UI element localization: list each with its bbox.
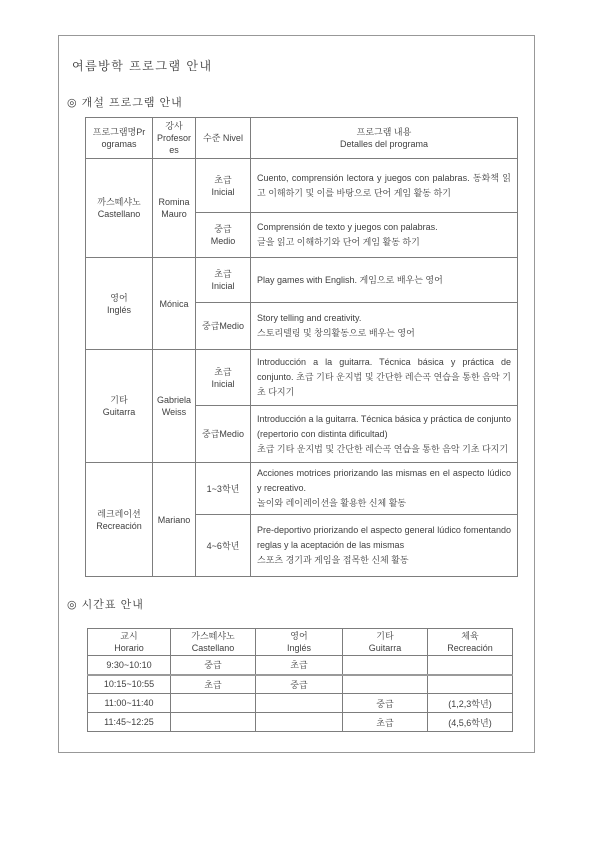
time-slot-cell: 9:30~10:10 (88, 656, 171, 675)
castellano-level-cell: 중급 (171, 656, 256, 675)
program-description-cell (251, 213, 518, 258)
timetable-section-heading: ◎ 시간표 안내 (67, 599, 144, 611)
description-line: 초급 기타 운지법 및 간단한 레슨곡 연습을 통한 음악 기초 다지기 (257, 443, 509, 454)
col-header-detail (251, 118, 518, 159)
program-name-es: Recreación (96, 520, 142, 531)
program-name-ko: 까스떼샤노 (97, 197, 141, 207)
col-header-ingles (256, 629, 343, 656)
description-line: Introducción a la guitarra. Técnica básica y práctica de conjunto (repertorio con distinta dificultad) (257, 413, 511, 439)
program-description-cell (251, 159, 518, 213)
ingles-level-cell: 중급 (256, 675, 343, 694)
level-cell (196, 303, 251, 350)
teacher-first-name: Romina (158, 197, 190, 207)
program-description-cell (251, 515, 518, 577)
level-ko: 초급 (214, 174, 232, 185)
level-es: Medio (210, 236, 236, 246)
program-name-ko: 레크레이션 (97, 508, 141, 519)
teacher-name-cell-guitarra (153, 350, 196, 463)
castellano-level-cell (171, 713, 256, 732)
description-line: Comprensión de texto y juegos con palabras. (257, 222, 438, 232)
program-name-cell-guitarra (86, 350, 153, 463)
description-line: Story telling and creativity. (257, 313, 362, 323)
col-header-line-es: Inglés (286, 643, 312, 653)
col-header-teacher-line2: Profesor (156, 133, 191, 143)
recreacion-grade-cell (428, 656, 513, 675)
description-line: 놀이와 레이레이션을 활용한 신체 활동 (257, 498, 407, 508)
teacher-first-name: Mónica (159, 298, 189, 309)
program-name-es: Castellano (97, 209, 141, 219)
col-header-line-ko: 체육 (461, 631, 479, 641)
ingles-level-cell (256, 694, 343, 713)
program-name-cell-ingles (86, 258, 153, 350)
level-es: Inicial (211, 186, 235, 197)
program-description-cell (251, 350, 518, 406)
description-line: Play games with English. 게임으로 배우는 영어 (257, 274, 443, 285)
description-line: Pre-deportivo priorizando el aspecto general lúdico fomentando reglas y la aceptación de las mismas (257, 525, 511, 550)
col-header-line-ko: 기타 (376, 631, 394, 641)
col-header-line-ko: 가스떼샤노 (191, 631, 235, 641)
col-header-recreacion (428, 629, 513, 656)
col-header-program-line2: ogramas (101, 139, 137, 149)
program-name-ko: 영어 (110, 292, 128, 303)
level-ko: 초급 (214, 366, 232, 377)
ingles-level-cell (256, 713, 343, 732)
timetable-row-3 (88, 694, 513, 713)
col-header-program (86, 118, 153, 159)
col-header-teacher-line3: es (169, 145, 179, 155)
description-line: 스토리텔링 및 창의활동으로 배우는 영어 (257, 328, 415, 338)
level-ko: 중급Medio (202, 321, 244, 331)
description-line: 글을 읽고 이해하기와 단어 게임 활동 하기 (257, 237, 420, 247)
col-header-line-ko: 교시 (120, 631, 138, 641)
level-es: Inicial (211, 378, 235, 389)
col-header-teacher-line1: 강사 (165, 121, 183, 131)
col-header-line-ko: 영어 (290, 631, 308, 641)
grade-range-cell (196, 515, 251, 577)
teacher-name-cell-recreacion (153, 463, 196, 577)
timetable (87, 628, 513, 732)
time-slot-cell: 11:45~12:25 (88, 713, 171, 732)
guitarra-level-cell: 중급 (343, 694, 428, 713)
col-header-program-line1: 프로그램명Pr (92, 127, 146, 137)
description-line: Cuento, comprensión lectora y juegos con palabras. 동화책 읽고 이해하기 및 이를 바탕으로 단어 게임 활동 하기 (257, 172, 511, 198)
description-line: 스포츠 경기과 게임을 접목한 신체 활동 (257, 555, 409, 565)
teacher-name-cell-ingles (153, 258, 196, 350)
grade-range-cell (196, 463, 251, 515)
program-description-cell (251, 406, 518, 463)
col-header-detail-line1: 프로그램 내용 (356, 127, 412, 137)
time-slot-cell: 11:00~11:40 (88, 694, 171, 713)
teacher-name-cell-castellano (153, 159, 196, 258)
level-cell (196, 406, 251, 463)
time-slot-cell: 10:15~10:55 (88, 675, 171, 694)
grade-range: 4~6학년 (206, 540, 240, 551)
description-line: Introducción a la guitarra. Técnica básica y práctica de conjunto. 초급 기타 운지법 및 간단한 레슨곡 연습을 통한 음악 기초 다지기 (257, 357, 511, 397)
col-header-line-es: Guitarra (368, 643, 402, 653)
col-header-detail-line2: Detalles del programa (339, 139, 429, 149)
teacher-last-name: Weiss (161, 407, 187, 417)
table-row-recreacion-1-3 (86, 463, 518, 515)
level-cell (196, 213, 251, 258)
table-row-guitarra-inicial (86, 350, 518, 406)
table-row-ingles-inicial (86, 258, 518, 303)
program-description-cell (251, 463, 518, 515)
col-header-level-line1: 수준 Nivel (203, 133, 243, 143)
program-name-cell-castellano (86, 159, 153, 258)
program-description-cell (251, 258, 518, 303)
col-header-castellano (171, 629, 256, 656)
program-name-cell-recreacion (86, 463, 153, 577)
table-row-castellano-inicial (86, 159, 518, 213)
grade-range: 1~3학년 (206, 483, 240, 494)
timetable-row-1 (88, 656, 513, 675)
document-title: 여름방학 프로그램 안내 (72, 59, 213, 73)
castellano-level-cell: 초급 (171, 675, 256, 694)
castellano-level-cell (171, 694, 256, 713)
recreacion-grade-cell: (4,5,6학년) (428, 713, 513, 732)
col-header-teacher (153, 118, 196, 159)
guitarra-level-cell (343, 675, 428, 694)
description-line: Acciones motrices priorizando las mismas en el aspecto lúdico y recreativo. (257, 468, 511, 493)
program-name-es: Guitarra (102, 407, 136, 417)
teacher-first-name: Mariano (157, 514, 191, 525)
col-header-line-es: Horario (114, 643, 144, 653)
level-es: Inicial (211, 281, 235, 291)
teacher-first-name: Gabriela (156, 395, 192, 405)
col-header-horario (88, 629, 171, 656)
col-header-level (196, 118, 251, 159)
ingles-level-cell: 초급 (256, 656, 343, 675)
level-cell (196, 159, 251, 213)
guitarra-level-cell: 초급 (343, 713, 428, 732)
timetable-row-2 (88, 675, 513, 694)
program-name-ko: 기타 (110, 395, 128, 405)
timetable-header-row (88, 629, 513, 656)
col-header-line-es: Recreación (447, 643, 493, 653)
programs-table-header-row (86, 118, 518, 159)
level-ko: 초급 (214, 269, 232, 279)
col-header-guitarra (343, 629, 428, 656)
teacher-last-name: Mauro (161, 209, 187, 219)
timetable-row-4 (88, 713, 513, 732)
guitarra-level-cell (343, 656, 428, 675)
page-border-frame (58, 35, 535, 753)
recreacion-grade-cell (428, 675, 513, 694)
programs-section-heading: ◎ 개설 프로그램 안내 (67, 97, 183, 109)
program-name-es: Inglés (106, 304, 132, 315)
program-description-cell (251, 303, 518, 350)
level-cell (196, 350, 251, 406)
recreacion-grade-cell: (1,2,3학년) (428, 694, 513, 713)
programs-table (85, 117, 518, 577)
level-ko: 중급 (214, 224, 232, 234)
col-header-line-es: Castellano (191, 643, 235, 653)
level-cell (196, 258, 251, 303)
level-ko: 중급Medio (202, 429, 244, 439)
